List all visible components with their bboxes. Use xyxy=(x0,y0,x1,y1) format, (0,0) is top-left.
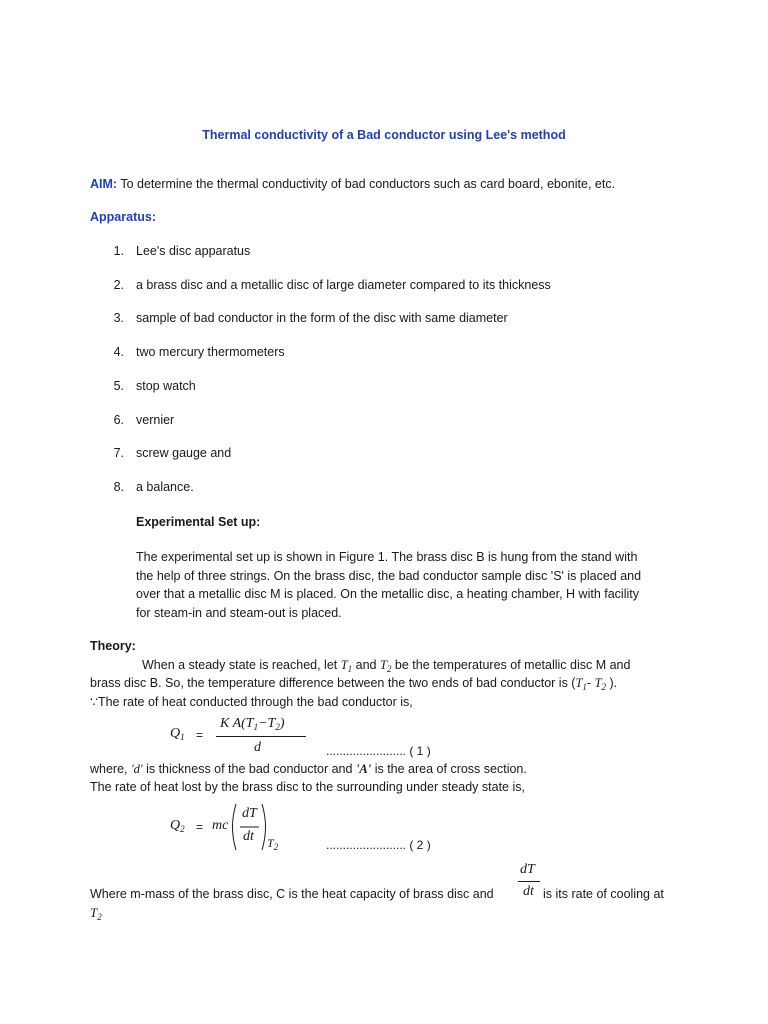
subscript: 2 xyxy=(97,912,102,922)
apparatus-item: vernier xyxy=(136,413,175,427)
eq2-subscript xyxy=(267,836,278,852)
apparatus-item: stop watch xyxy=(136,379,196,393)
symbol-a: 'A' xyxy=(355,762,372,776)
setup-paragraph xyxy=(136,548,641,622)
apparatus-item: two mercury thermometers xyxy=(136,345,285,359)
page-title: Thermal conductivity of a Bad conductor using Lee's method xyxy=(202,128,566,142)
left-paren xyxy=(233,804,237,850)
eq1-numerator xyxy=(220,716,285,732)
eq-symbol: Q xyxy=(170,818,181,833)
eq2-equals: = xyxy=(196,820,204,834)
subscript: 2 xyxy=(601,682,607,692)
eq-term: −T xyxy=(258,716,276,731)
apparatus-item-number: 1. xyxy=(113,244,124,258)
subscript: 1 xyxy=(253,722,259,732)
theory-line-6-b: is its rate of cooling at xyxy=(543,887,664,901)
theory-heading: Theory: xyxy=(90,639,136,653)
symbol-t2 xyxy=(595,676,606,690)
eq2-denominator: dt xyxy=(243,829,254,844)
setup-line: The experimental set up is shown in Figure 1. The brass disc B is hung from the stand with xyxy=(136,550,638,564)
symbol-t1 xyxy=(575,676,586,690)
eq-symbol: Q xyxy=(170,726,181,741)
symbol-t: T xyxy=(575,676,583,690)
apparatus-item: a brass disc and a metallic disc of large diameter compared to its thickness xyxy=(136,278,551,292)
eq1-fraction-bar xyxy=(216,736,306,737)
subscript: 1 xyxy=(582,682,587,692)
apparatus-heading: Apparatus: xyxy=(90,210,156,224)
eq-symbol: T xyxy=(267,836,274,850)
line6-frac-den: dt xyxy=(523,884,534,899)
right-paren xyxy=(262,804,266,850)
setup-line: the help of three strings. On the brass disc, the bad conductor sample disc 'S' is placed and xyxy=(136,568,642,583)
text-run: and xyxy=(352,658,380,672)
apparatus-item: screw gauge and xyxy=(136,446,232,460)
apparatus-item-number: 5. xyxy=(113,379,124,393)
symbol-d: 'd' xyxy=(131,762,143,776)
apparatus-item-number: 7. xyxy=(113,446,124,460)
subscript: 2 xyxy=(273,842,279,852)
eq1-denominator: d xyxy=(254,740,261,755)
eq1-tag: ........................ ( 1 ) xyxy=(326,744,431,758)
symbol-t: T xyxy=(594,676,602,690)
text-run: is the area of cross section. xyxy=(371,762,527,776)
apparatus-item: Lee's disc apparatus xyxy=(136,244,251,258)
line6-frac-num: dT xyxy=(520,862,535,877)
setup-heading: Experimental Set up: xyxy=(136,515,261,529)
aim-line xyxy=(90,177,615,191)
subscript: 2 xyxy=(275,722,280,732)
setup-line: over that a metallic disc M is placed. On the metallic disc, a heating chamber, H with facility xyxy=(136,587,639,601)
text-run: is thickness of the bad conductor and xyxy=(142,762,356,776)
subscript: 1 xyxy=(180,732,185,742)
eq-term: K A(T xyxy=(220,716,254,731)
apparatus-item: a balance. xyxy=(136,480,194,494)
line6-fraction-bar xyxy=(518,881,540,882)
theory-line-5: The rate of heat lost by the brass disc to the surrounding under steady state is, xyxy=(90,780,525,794)
setup-line: for steam-in and steam-out is placed. xyxy=(136,605,342,620)
theory-line-6-a: Where m-mass of the brass disc, C is the heat capacity of brass disc and xyxy=(90,887,494,901)
text-run: brass disc B. So, the temperature difference between the two ends of bad conductor is ( xyxy=(90,676,576,690)
theory-line-2 xyxy=(90,676,617,692)
apparatus-item-number: 8. xyxy=(113,480,124,494)
apparatus-item-number: 2. xyxy=(113,278,124,292)
eq-term: ) xyxy=(279,716,285,731)
apparatus-item-number: 3. xyxy=(113,311,124,325)
aim-text: To determine the thermal conductivity of bad conductors such as card board, ebonite, etc. xyxy=(117,177,616,191)
eq1-lhs xyxy=(170,726,185,742)
theory-line-4 xyxy=(90,762,527,777)
subscript: 1 xyxy=(347,664,353,674)
theory-line-7 xyxy=(90,905,102,922)
eq1-equals: = xyxy=(196,728,204,742)
eq2-mc: mc xyxy=(212,818,229,833)
text-run: - xyxy=(586,676,595,690)
text-run: When a steady state is reached, let xyxy=(142,658,341,672)
eq2-numerator: dT xyxy=(242,806,257,821)
apparatus-item-number: 6. xyxy=(113,413,124,427)
subscript: 2 xyxy=(386,664,392,674)
apparatus-item: sample of bad conductor in the form of the disc with same diameter xyxy=(136,311,508,325)
apparatus-item-number: 4. xyxy=(113,345,124,359)
aim-label: AIM: xyxy=(90,177,118,191)
text-run: be the temperatures of metallic disc M and xyxy=(391,658,631,672)
subscript: 2 xyxy=(180,824,185,834)
symbol-t2 xyxy=(380,658,391,672)
symbol-t: T xyxy=(379,658,387,672)
eq2-tag: ........................ ( 2 ) xyxy=(326,838,431,852)
text-run: where, xyxy=(90,762,131,776)
symbol-t1 xyxy=(341,658,352,672)
eq2-lhs xyxy=(170,818,185,834)
theory-line-3: ∵The rate of heat conducted through the bad conductor is, xyxy=(90,695,413,709)
symbol-t: T xyxy=(90,905,98,920)
theory-line-1 xyxy=(142,658,630,674)
symbol-t: T xyxy=(340,658,348,672)
text-run: ). xyxy=(606,676,618,690)
